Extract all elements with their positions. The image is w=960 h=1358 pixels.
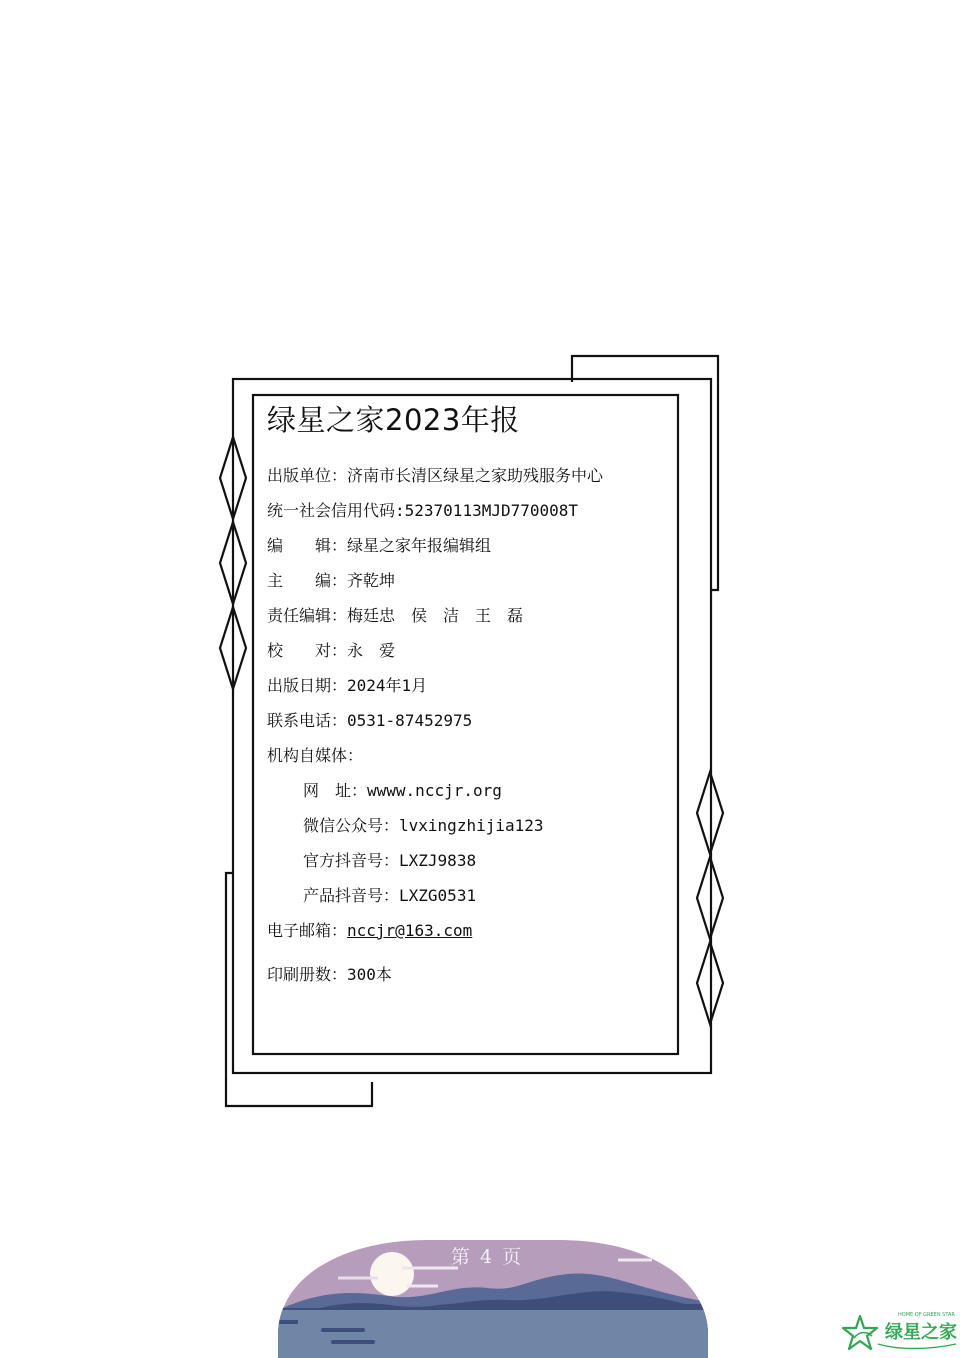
row-label: 联系电话： (267, 711, 348, 730)
print-run-label: 印刷册数： (267, 965, 348, 984)
media-value[interactable]: wwww.nccjr.org (367, 781, 502, 800)
colophon-row (267, 493, 667, 528)
colophon-row (267, 458, 667, 493)
media-label: 官方抖音号： (303, 851, 400, 870)
row-value: 梅廷忠 侯 洁 王 磊 (347, 606, 524, 625)
colophon-row (267, 738, 667, 773)
page-number: 第 4 页 (450, 1246, 524, 1268)
logo-subtext: HOME OF GREEN STAR (898, 1312, 955, 1318)
media-value: lvxingzhijia123 (399, 816, 544, 835)
colophon-row (267, 598, 667, 633)
email-row (267, 913, 667, 948)
row-label: 出版单位： (267, 466, 348, 485)
media-value: LXZJ9838 (399, 851, 477, 870)
media-value: LXZG0531 (399, 886, 477, 905)
row-label: 统一社会信用代码: (267, 501, 405, 520)
colophon-row (267, 703, 667, 738)
row-label: 主 编： (267, 571, 348, 590)
row-label: 校 对： (267, 641, 348, 660)
row-value: 2024年1月 (347, 676, 428, 695)
row-label: 编 辑： (267, 536, 348, 555)
colophon-row (267, 528, 667, 563)
media-row (267, 878, 667, 913)
media-label: 网 址： (303, 781, 368, 800)
email-label: 电子邮箱： (267, 921, 348, 940)
colophon-row (267, 633, 667, 668)
media-row (267, 773, 667, 808)
media-row (267, 808, 667, 843)
media-rows (267, 773, 667, 913)
row-value: 绿星之家年报编辑组 (347, 536, 492, 555)
media-label: 微信公众号： (303, 816, 400, 835)
row-label: 出版日期： (267, 676, 348, 695)
email-link[interactable]: nccjr@163.com (347, 921, 473, 940)
print-run-row (267, 957, 667, 992)
colophon-row (267, 668, 667, 703)
colophon-card (267, 398, 667, 992)
report-title: 绿星之家2023年报 (267, 403, 520, 437)
print-run-value: 300本 (347, 965, 392, 984)
colophon-rows (267, 458, 667, 773)
media-label: 产品抖音号： (303, 886, 400, 905)
row-value: 永 爱 (347, 641, 396, 660)
logo-text: 绿星之家 (885, 1322, 957, 1343)
colophon-row (267, 563, 667, 598)
row-value: 齐乾坤 (347, 571, 396, 590)
row-label: 机构自媒体： (267, 746, 364, 765)
row-value: 52370113MJD770008T (404, 501, 579, 520)
row-value: 0531-87452975 (347, 711, 473, 730)
media-row (267, 843, 667, 878)
row-label: 责任编辑： (267, 606, 348, 625)
row-value: 济南市长清区绿星之家助残服务中心 (347, 466, 604, 485)
